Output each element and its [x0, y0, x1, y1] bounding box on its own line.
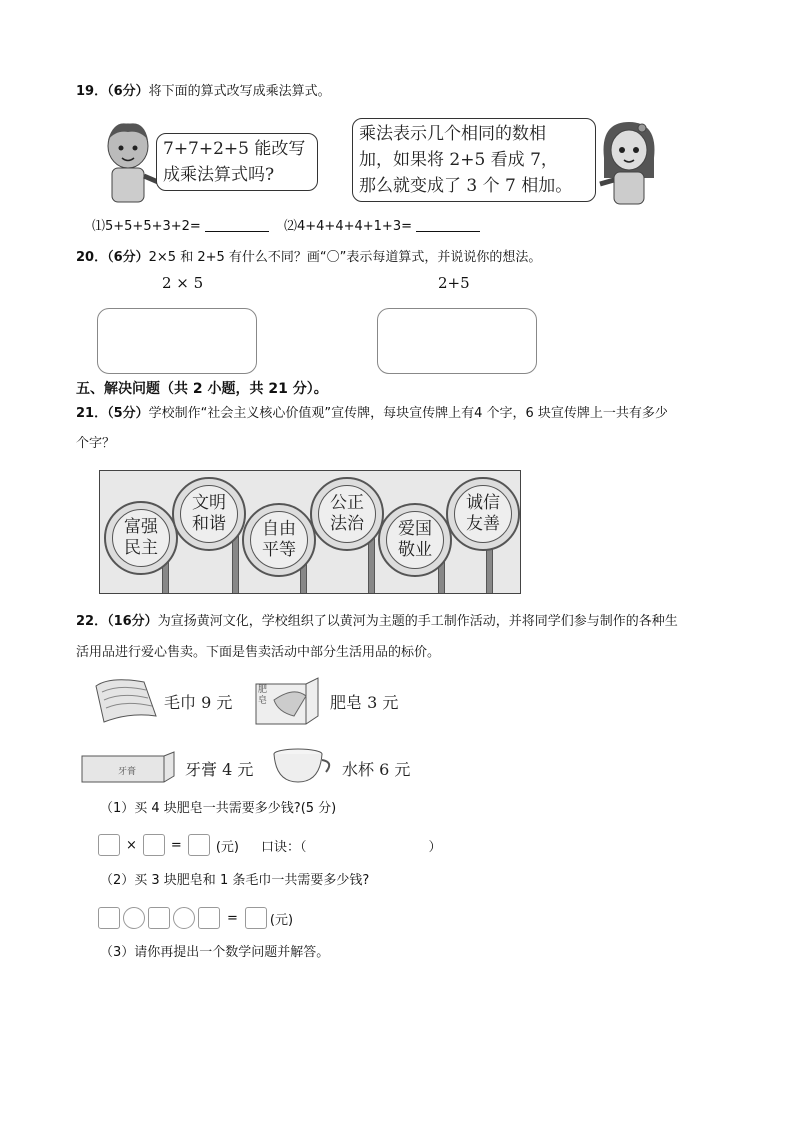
- q19-sub1: [92, 219, 269, 235]
- q19-heading: [76, 84, 331, 100]
- sign-5: [378, 503, 452, 577]
- equals-sign: =: [170, 837, 182, 853]
- answer-box[interactable]: [198, 907, 220, 929]
- q21-points: （5分）: [107, 406, 149, 421]
- q20-expr1: 2 × 5: [162, 274, 204, 292]
- koujue-label: 口诀：（: [260, 839, 307, 855]
- section5-title: 五、解决问题（共 2 小题，共 21 分）。: [76, 381, 328, 397]
- sign-2-line2: 和谐: [192, 514, 226, 534]
- q19-text: 将下面的算式改写成乘法算式。: [148, 84, 331, 99]
- operator-circle[interactable]: [173, 907, 195, 929]
- q20-drawing-box-1[interactable]: [97, 308, 257, 374]
- unit-label: (元): [215, 839, 239, 855]
- q20-expr2: 2+5: [438, 274, 470, 292]
- q19-sub1-answer-blank[interactable]: [205, 219, 269, 232]
- q19-sub2: [284, 219, 480, 235]
- sign-6: [446, 477, 520, 551]
- sign-5-line1: 爱国: [398, 519, 432, 539]
- q22-sub3: （3）请你再提出一个数学问题并解答。: [100, 945, 330, 960]
- q21-text: 学校制作“社会主义核心价值观”宣传牌，每块宣传牌上有4 个字，6 块宣传牌上一共有多少: [148, 406, 668, 421]
- unit-label: (元): [269, 912, 294, 928]
- answer-box[interactable]: [98, 834, 120, 856]
- sign-3: [242, 503, 316, 577]
- q20-points: （6分）: [107, 250, 149, 265]
- sign-2-line1: 文明: [192, 493, 226, 513]
- soap-box-label: 肥皂: [258, 685, 268, 706]
- answer-box[interactable]: [143, 834, 165, 856]
- sign-2: [172, 477, 246, 551]
- cup-price: 水杯 6 元: [342, 760, 411, 779]
- girl-bubble-line3: 那么就变成了 3 个 7 相加。: [359, 176, 573, 196]
- toothpaste-box-label: 牙膏: [118, 767, 137, 777]
- girl-speech-bubble: [352, 118, 596, 202]
- sign-1-line2: 民主: [124, 538, 158, 558]
- q22-sub2-equation: [98, 907, 293, 929]
- boy-illustration: [96, 118, 160, 204]
- answer-box[interactable]: [98, 907, 120, 929]
- answer-box[interactable]: [188, 834, 210, 856]
- operator-circle[interactable]: [123, 907, 145, 929]
- equals-sign: =: [227, 910, 238, 926]
- q19-sub2-answer-blank[interactable]: [416, 219, 480, 232]
- girl-bubble-line2: 加，如果将 2+5 看成 7，: [359, 150, 558, 170]
- girl-illustration: [596, 118, 662, 206]
- towel-price: 毛巾 9 元: [164, 693, 233, 712]
- soap-price: 肥皂 3 元: [330, 693, 399, 712]
- sign-6-line2: 友善: [466, 514, 500, 534]
- times-sign: ×: [126, 837, 137, 853]
- q19-number: 19．: [76, 84, 108, 99]
- q19-points: （6分）: [107, 84, 149, 99]
- toothpaste-price: 牙膏 4 元: [185, 760, 254, 779]
- q19-sub1-text: ⑴5+5+5+3+2=: [92, 219, 201, 234]
- q21-line2: 个字？: [76, 436, 116, 451]
- answer-box[interactable]: [148, 907, 170, 929]
- towel-icon: [90, 676, 160, 724]
- q22-sub2: （2）买 3 块肥皂和 1 条毛巾一共需要多少钱?: [100, 873, 370, 888]
- boy-bubble-line2: 成乘法算式吗?: [163, 165, 275, 185]
- sign-4-line2: 法治: [330, 514, 364, 534]
- cup-icon: [272, 748, 334, 786]
- value-signs-illustration: [99, 470, 521, 594]
- q22-number: 22．: [76, 614, 108, 629]
- sign-4-line1: 公正: [330, 493, 364, 513]
- q22-line1: [76, 614, 678, 630]
- sign-3-line2: 平等: [262, 540, 296, 560]
- girl-bubble-line1: 乘法表示几个相同的数相: [359, 124, 546, 144]
- sign-4: [310, 477, 384, 551]
- q20-heading: [76, 250, 541, 266]
- koujue-close: ）: [428, 839, 442, 855]
- q21-line1: [76, 406, 668, 422]
- q22-text: 为宣扬黄河文化，学校组织了以黄河为主题的手工制作活动，并将同学们参与制作的各种生: [157, 614, 678, 629]
- boy-speech-bubble: [156, 133, 318, 191]
- q22-sub1: （1）买 4 块肥皂一共需要多少钱?(5 分): [100, 801, 337, 816]
- q22-line2: 活用品进行爱心售卖。下面是售卖活动中部分生活用品的标价。: [76, 645, 441, 660]
- answer-box[interactable]: [245, 907, 267, 929]
- q20-text: 2×5 和 2+5 有什么不同？画“〇”表示每道算式，并说说你的想法。: [148, 250, 542, 265]
- sign-1: [104, 501, 178, 575]
- sign-5-line2: 敬业: [398, 540, 432, 560]
- q21-number: 21．: [76, 406, 108, 421]
- q22-points: （16分）: [107, 614, 158, 629]
- sign-6-line1: 诚信: [466, 493, 500, 513]
- q20-number: 20．: [76, 250, 108, 265]
- q20-drawing-box-2[interactable]: [377, 308, 537, 374]
- sign-3-line1: 自由: [262, 519, 296, 539]
- q22-sub1-equation: [98, 834, 442, 856]
- boy-bubble-line1: 7+7+2+5 能改写: [163, 139, 306, 159]
- q19-sub2-text: ⑵4+4+4+4+1+3=: [284, 219, 412, 234]
- sign-1-line1: 富强: [124, 517, 158, 537]
